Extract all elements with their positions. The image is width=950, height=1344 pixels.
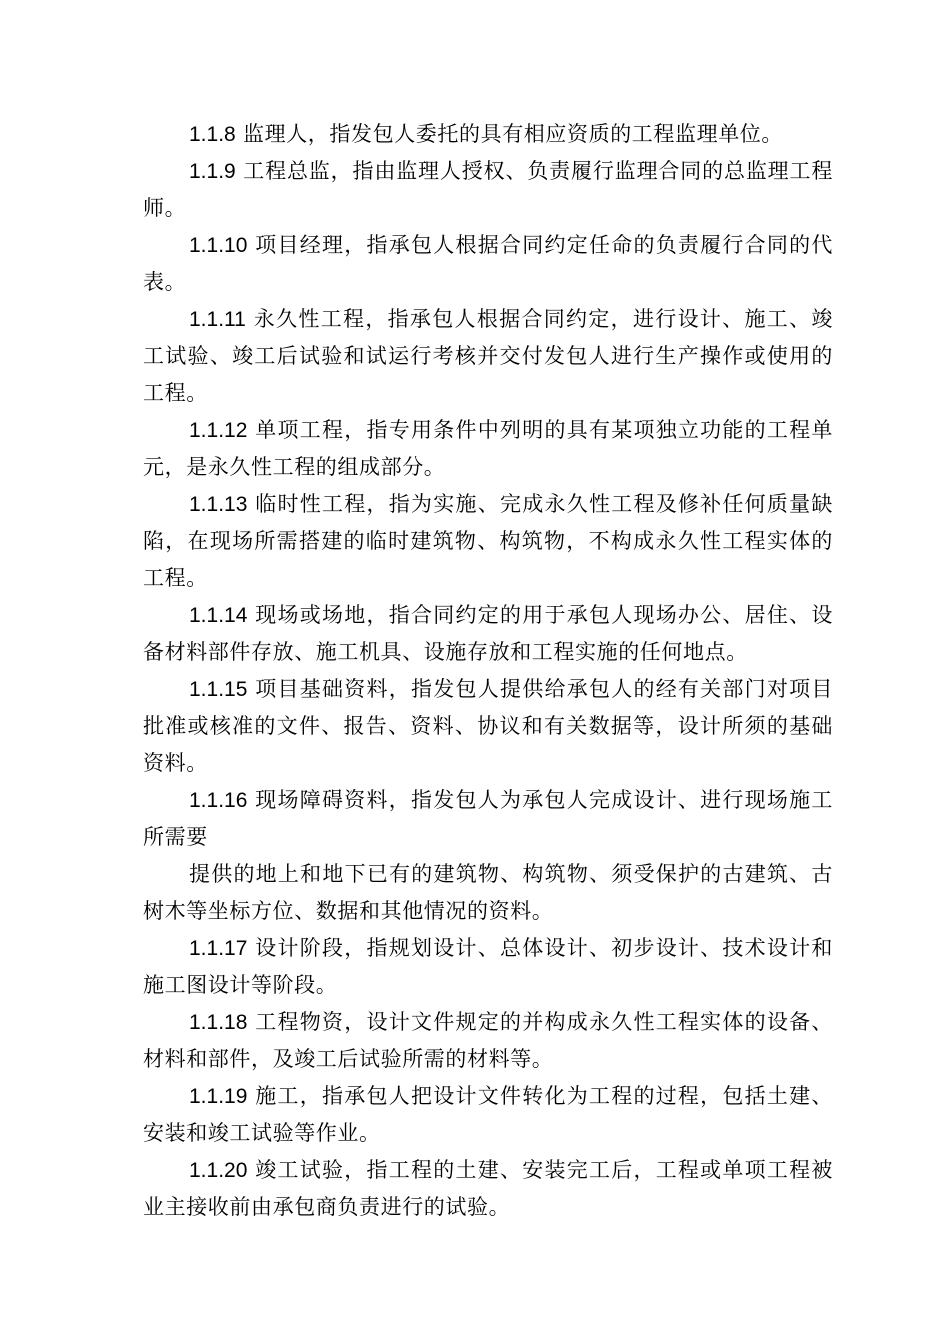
clause-text: 工程总监，指由监理人授权、负责履行监理合同的总监理工程师。 <box>143 159 833 220</box>
clause-1-1-14 <box>143 597 833 671</box>
clause-1-1-20 <box>143 1152 833 1226</box>
clause-1-1-19 <box>143 1078 833 1152</box>
clause-number: 1.1.9 <box>189 160 236 183</box>
clause-text: 施工，指承包人把设计文件转化为工程的过程，包括土建、安装和竣工试验等作业。 <box>143 1084 833 1145</box>
clause-number: 1.1.11 <box>189 308 246 331</box>
clause-1-1-16-continued <box>143 856 833 930</box>
clause-text: 竣工试验，指工程的土建、安装完工后，工程或单项工程被业主接收前由承包商负责进行的试验。 <box>143 1158 833 1219</box>
clause-text: 设计阶段，指规划设计、总体设计、初步设计、技术设计和施工图设计等阶段。 <box>143 936 833 997</box>
clause-number: 1.1.15 <box>189 678 248 701</box>
clause-text: 现场障碍资料，指发包人为承包人完成设计、进行现场施工所需要 <box>143 788 833 849</box>
clause-text: 项目经理，指承包人根据合同约定任命的负责履行合同的代表。 <box>143 233 833 294</box>
clause-text: 永久性工程，指承包人根据合同约定，进行设计、施工、竣工试验、竣工后试验和试运行考核并交付发包人进行生产操作或使用的工程。 <box>143 307 833 405</box>
clause-1-1-8 <box>143 116 833 153</box>
clause-1-1-12 <box>143 412 833 486</box>
clause-number: 1.1.19 <box>189 1085 248 1108</box>
clause-number: 1.1.18 <box>189 1011 248 1034</box>
clause-1-1-18 <box>143 1004 833 1078</box>
document-body <box>143 116 833 1226</box>
clause-1-1-9 <box>143 153 833 227</box>
clause-text: 提供的地上和地下已有的建筑物、构筑物、须受保护的古建筑、古树木等坐标方位、数据和其他情况的资料。 <box>143 862 833 923</box>
clause-number: 1.1.16 <box>189 789 248 812</box>
clause-text: 项目基础资料，指发包人提供给承包人的经有关部门对项目批准或核准的文件、报告、资料、协议和有关数据等，设计所须的基础资料。 <box>143 677 833 775</box>
clause-1-1-16 <box>143 782 833 856</box>
clause-number: 1.1.14 <box>189 604 248 627</box>
clause-number: 1.1.20 <box>189 1159 248 1182</box>
clause-text: 现场或场地，指合同约定的用于承包人现场办公、居住、设备材料部件存放、施工机具、设施存放和工程实施的任何地点。 <box>143 603 833 664</box>
clause-text: 临时性工程，指为实施、完成永久性工程及修补任何质量缺陷，在现场所需搭建的临时建筑物、构筑物，不构成永久性工程实体的工程。 <box>143 492 833 590</box>
clause-1-1-11 <box>143 301 833 412</box>
clause-number: 1.1.10 <box>189 234 248 257</box>
clause-text: 单项工程，指专用条件中列明的具有某项独立功能的工程单元，是永久性工程的组成部分。 <box>143 418 833 479</box>
clause-number: 1.1.8 <box>189 123 236 146</box>
clause-number: 1.1.17 <box>189 937 248 960</box>
clause-1-1-10 <box>143 227 833 301</box>
clause-1-1-17 <box>143 930 833 1004</box>
clause-1-1-15 <box>143 671 833 782</box>
clause-number: 1.1.13 <box>189 493 248 516</box>
clause-number: 1.1.12 <box>189 419 248 442</box>
clause-text: 监理人，指发包人委托的具有相应资质的工程监理单位。 <box>235 122 783 146</box>
clause-1-1-13 <box>143 486 833 597</box>
clause-text: 工程物资，设计文件规定的并构成永久性工程实体的设备、材料和部件，及竣工后试验所需的材料等。 <box>143 1010 833 1071</box>
